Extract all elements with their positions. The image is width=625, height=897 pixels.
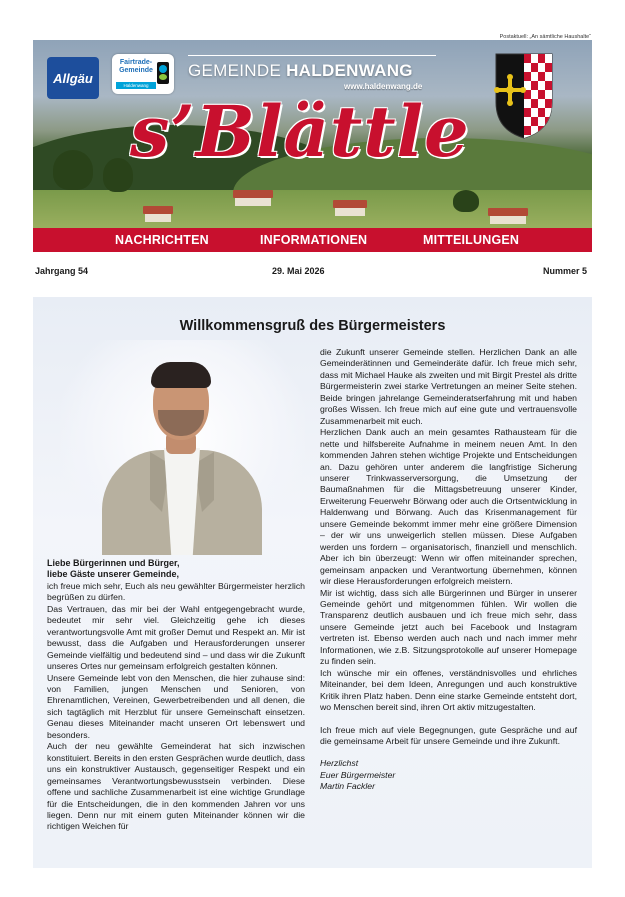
masthead-title: s’Blättle: [130, 90, 470, 173]
category-bar: [33, 228, 592, 252]
paragraph: Das Vertrauen, das mir bei der Wahl entgegengebracht wurde, bedeutet mir sehr viel. Gleichzeitig gehe ich dieses verantwortungsvolle Amt mit großer Demut und Respekt an. Mir ist bewusst, dass die Aufgaben und Herausforderungen unserer Gemeinde vielfältig und bedeutend sind – und dass wir die Zukunft unseres Ortes nur gemeinsam erfolgreich gestalten können.: [47, 603, 305, 672]
house-roof: [333, 200, 367, 208]
article-column-left: [47, 558, 305, 833]
category-announcements: MITTEILUNGEN: [423, 233, 520, 247]
greeting-line: liebe Gäste unserer Gemeinde,: [47, 569, 180, 580]
signature-line: Euer Bürgermeister: [320, 769, 396, 780]
fairtrade-mark-icon: [157, 62, 169, 84]
signature-line: Herzlichst: [320, 758, 359, 769]
signature-line: Martin Fackler: [320, 781, 376, 792]
house-wall: [145, 214, 171, 222]
greeting-line: Liebe Bürgerinnen und Bürger,: [47, 558, 180, 568]
house-wall: [335, 208, 365, 216]
portrait-hair: [151, 362, 211, 388]
paragraph: Herzlichen Dank auch an mein gesamtes Rathausteam für die nette und hilfsbereite Aufnahme in meinem neuen Amt. In den kommenden Jahren stehen wichtige Projekte und Entscheidungen an. Dazu gehören unter anderem die langfristige Sicherung unserer Trinkwasserversorgung, die Umsetzung der Baumaßnahmen für die Mittagsbetreuung unserer Kinder, Erweiterung Feuerwehr Börwang oder auch die Ortsentwicklung in Haldenwang und Börwang. Auch das Krisenmanagement für unsere Gemeinde bekommt immer mehr eine größere Dimension – der wir uns unweigerlich stellen müssen. Diese Aufgaben werden uns fordern – organisatorisch, finanziell und menschlich. Aber ich bin überzeugt: Wenn wir offen miteinander sprechen, gemeinsam anpacken und Verantwortung übernehmen, können wir diese Herausforderungen erfolgreich meistern.: [320, 427, 577, 587]
spacer: [320, 747, 577, 758]
house-roof: [143, 206, 173, 214]
house-wall: [235, 198, 271, 206]
paragraph: ich freue mich sehr, Euch als neu gewählter Bürgermeister herzlich begrüßen zu dürfen.: [47, 580, 305, 603]
coat-of-arms-icon: [494, 52, 554, 140]
title-rule: [188, 55, 436, 56]
issue-date: 29. Mai 2026: [272, 266, 325, 276]
municipality-title: [188, 61, 413, 81]
house-wall: [490, 216, 526, 224]
house-roof: [488, 208, 528, 216]
tree-shape: [53, 150, 93, 190]
house-roof: [233, 190, 273, 198]
issue-number: Nummer 5: [543, 266, 588, 276]
website[interactable]: www.haldenwang.de: [344, 82, 423, 91]
article-column-right: [320, 347, 577, 793]
spacer: [320, 714, 577, 725]
municipality-prefix: GEMEINDE: [188, 61, 282, 80]
category-news: NACHRICHTEN: [115, 233, 209, 247]
allgaeu-logo: Allgäu: [47, 57, 99, 99]
fairtrade-logo: [112, 54, 174, 94]
fairtrade-sub: Haldenwang: [116, 82, 156, 89]
fairtrade-title: Fairtrade-Gemeinde: [119, 59, 153, 74]
mayor-portrait: [60, 340, 305, 555]
paragraph: die Zukunft unserer Gemeinde stellen. Herzlichen Dank an alle Gemeinderätinnen und Gemeinderäte dafür. Ich freue mich sehr, dass mit Michael Hauke als zweiten und mit Birgit Prestel als dritte Bürgermeisterin zwei starke Vertretungen an meiner Seite stehen. Beide bringen jahrelange Gemeinderatserfahrung mit und haben großes Wissen. Ich freue mich auf eine gute und vertrauensvolle Zusammenarbeit mit euch.: [320, 347, 577, 426]
article-headline: Willkommensgruß des Bürgermeisters: [179, 318, 446, 334]
tree-shape: [453, 190, 479, 212]
category-information: INFORMATIONEN: [260, 233, 368, 247]
tree-shape: [103, 158, 133, 192]
paragraph: Unsere Gemeinde lebt von den Menschen, die hier zuhause sind: von Familien, jungen Menschen und Senioren, von Ehrenamtlichen, Vereinen, Gewerbetreibenden und all denen, die sich tagtäglich mit Herzblut für unsere Gemeinschaft einsetzen. Genau dieses Miteinander macht unseren Ort lebenswert und besonders.: [47, 672, 305, 740]
municipality-name: HALDENWANG: [286, 61, 413, 80]
issue-volume: Jahrgang 54: [35, 266, 89, 276]
paragraph: Ich wünsche mir ein offenes, verständnisvolles und ehrliches Miteinander, bei dem Ideen, Anregungen und auch konstruktive Kritik ihren Platz haben. Denn eine starke Gemeinde entsteht dort, wo Menschen bereit sind, ihren Ort aktiv mitzugestalten.: [320, 667, 577, 713]
paragraph: Mir ist wichtig, dass sich alle Bürgerinnen und Bürger in unserer Gemeinde gehört und mitgenommen fühlen. Wir wollen die Transparenz deutlich ausbauen und ich freue mich sehr, dass unsere Gemeinde jetzt auch bei Facebook und Instagram vertreten ist. Ebenso werden auch nach und nach immer mehr Informationen, wie z.B. Sitzungsprotokolle auf unserer Homepage zu finden sein.: [320, 587, 577, 667]
paragraph: Auch der neu gewählte Gemeinderat hat sich inzwischen konstituiert. Bereits in den ersten Gesprächen wurde deutlich, dass uns ein konstruktiver Austausch, gegenseitiger Respekt und ein gemeinsames Verantwortungsbewusstsein verbinden. Diese offene und sachliche Zusammenarbeit ist eine wichtige Grundlage für die Entscheidungen, die in den kommenden Jahren vor uns liegen. Denn nur mit einem guten Miteinander können wir die richtigen Weichen für: [47, 741, 305, 832]
paragraph: Ich freue mich auf viele Begegnungen, gute Gespräche und auf die gemeinsame Arbeit für unsere Gemeinde und ihre Zukunft.: [320, 724, 577, 746]
postal-note: Postaktuell: „An sämtliche Haushalte“: [499, 34, 591, 40]
